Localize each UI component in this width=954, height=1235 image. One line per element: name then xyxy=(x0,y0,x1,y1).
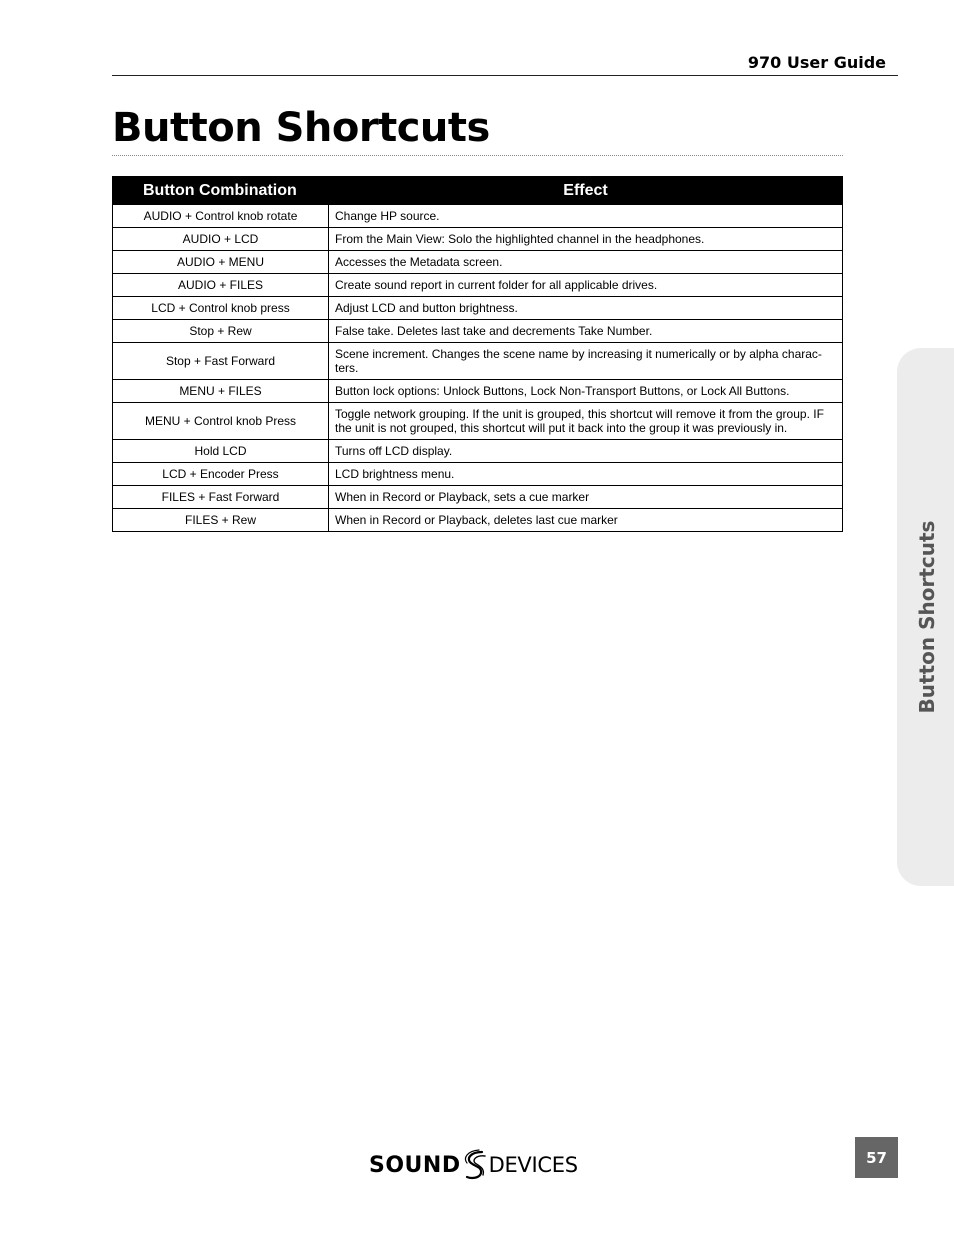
combo-cell: LCD + Encoder Press xyxy=(113,463,329,486)
swirl-logo-icon xyxy=(462,1149,488,1181)
effect-cell: When in Record or Playback, sets a cue marker xyxy=(329,486,843,509)
combo-cell: AUDIO + MENU xyxy=(113,251,329,274)
effect-cell: Change HP source. xyxy=(329,205,843,228)
column-header-combination: Button Combination xyxy=(113,177,329,205)
table-row xyxy=(113,380,843,403)
table-row xyxy=(113,509,843,532)
combo-cell: AUDIO + FILES xyxy=(113,274,329,297)
combo-cell: FILES + Rew xyxy=(113,509,329,532)
combo-cell: AUDIO + LCD xyxy=(113,228,329,251)
shortcuts-table xyxy=(112,176,843,532)
combo-cell: Stop + Rew xyxy=(113,320,329,343)
page-number: 57 xyxy=(855,1137,898,1178)
table-header-row xyxy=(113,177,843,205)
table-row xyxy=(113,320,843,343)
logo-devices-text: DEVICES xyxy=(488,1153,578,1177)
effect-cell: Scene increment. Changes the scene name by increasing it numerically or by alpha charac-ters. xyxy=(329,343,843,380)
effect-cell: When in Record or Playback, deletes last cue marker xyxy=(329,509,843,532)
table-row xyxy=(113,486,843,509)
side-tab-label: Button Shortcuts xyxy=(915,520,939,714)
guide-title: 970 User Guide xyxy=(747,53,886,72)
combo-cell: AUDIO + Control knob rotate xyxy=(113,205,329,228)
title-dotted-rule xyxy=(112,155,843,156)
effect-cell: From the Main View: Solo the highlighted channel in the headphones. xyxy=(329,228,843,251)
effect-cell: Create sound report in current folder for all applicable drives. xyxy=(329,274,843,297)
table-row xyxy=(113,403,843,440)
header-rule xyxy=(112,75,898,76)
table-row xyxy=(113,205,843,228)
effect-cell: Button lock options: Unlock Buttons, Lock Non-Transport Buttons, or Lock All Buttons. xyxy=(329,380,843,403)
table-row xyxy=(113,274,843,297)
table-row xyxy=(113,228,843,251)
combo-cell: Hold LCD xyxy=(113,440,329,463)
logo-sound-text: SOUND xyxy=(369,1152,461,1178)
effect-cell: Turns off LCD display. xyxy=(329,440,843,463)
table-row xyxy=(113,463,843,486)
page-title: Button Shortcuts xyxy=(112,105,490,151)
table-row xyxy=(113,440,843,463)
effect-cell: Toggle network grouping. If the unit is grouped, this shortcut will remove it from the group. IF the unit is not grouped, this shortcut will put it back into the group it was previously in. xyxy=(329,403,843,440)
table-row xyxy=(113,251,843,274)
effect-cell: LCD brightness menu. xyxy=(329,463,843,486)
table-row xyxy=(113,297,843,320)
column-header-effect: Effect xyxy=(329,177,843,205)
combo-cell: MENU + Control knob Press xyxy=(113,403,329,440)
combo-cell: LCD + Control knob press xyxy=(113,297,329,320)
sound-devices-logo xyxy=(369,1149,578,1181)
combo-cell: Stop + Fast Forward xyxy=(113,343,329,380)
combo-cell: MENU + FILES xyxy=(113,380,329,403)
effect-cell: False take. Deletes last take and decrements Take Number. xyxy=(329,320,843,343)
effect-cell: Accesses the Metadata screen. xyxy=(329,251,843,274)
table-row xyxy=(113,343,843,380)
effect-cell: Adjust LCD and button brightness. xyxy=(329,297,843,320)
combo-cell: FILES + Fast Forward xyxy=(113,486,329,509)
